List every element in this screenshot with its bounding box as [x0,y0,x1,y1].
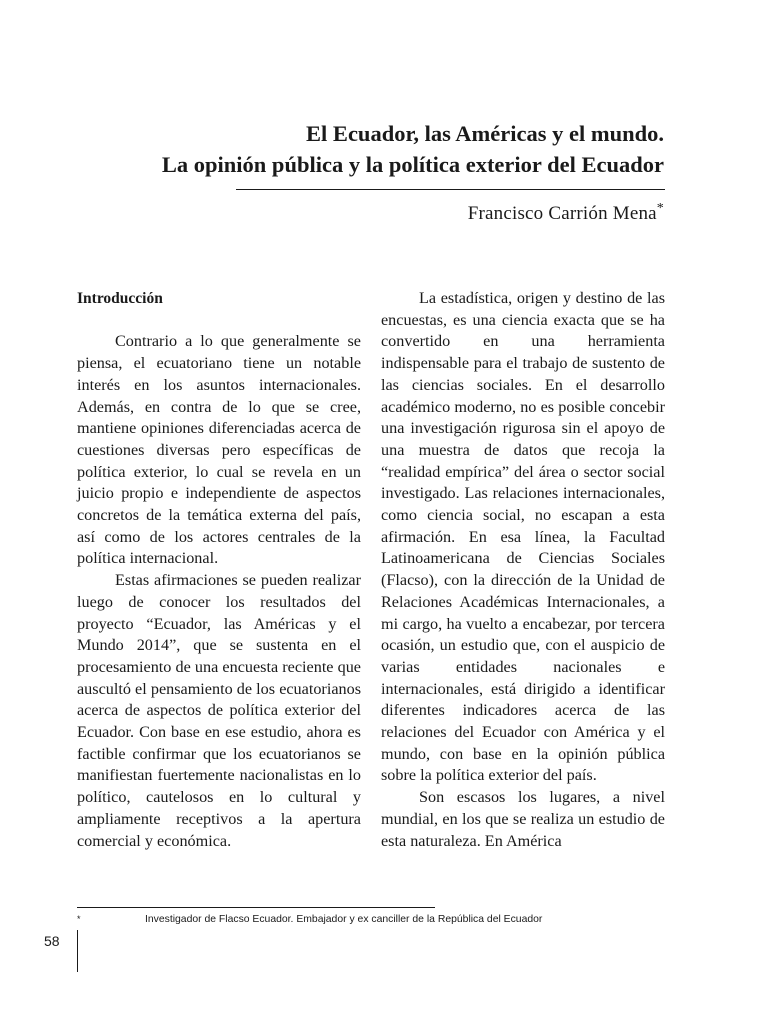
right-column [381,288,665,852]
left-paragraph-2: Estas afirmaciones se pueden realizar luego de conocer los resultados del proyecto “Ecuador, las Américas y el Mundo 2014”, que se sustenta en el procesamiento de una encuesta reciente que auscultó el pensamiento de los ecuatorianos acerca de aspectos de política exterior del Ecuador. Con base en ese estudio, ahora es factible confirmar que los ecuatorianos se manifiestan fuertemente nacionalistas en lo político, cautelosos en lo cultural y ampliamente receptivos a la apertura comercial y económica. [77,571,361,850]
article-title [64,118,664,180]
right-paragraph-2: Son escasos los lugares, a nivel mundial, en los que se realiza un estudio de esta naturaleza. En América [381,788,665,850]
title-line-2: La opinión pública y la política exterior del Ecuador [161,152,664,177]
right-paragraph-1: La estadística, origen y destino de las encuestas, es una ciencia exacta que se ha convertido en una herramienta indispensable para el trabajo de sustento de las ciencias sociales. En el desarrollo académico moderno, no es posible concebir una investigación rigurosa sin el apoyo de una muestra de datos que recoja la “realidad empírica” del área o sector social investigado. Las relaciones internacionales, como ciencia social, no escapan a esta afirmación. En esa línea, la Facultad Latinoamericana de Ciencias Sociales (Flacso), con la dirección de la Unidad de Relaciones Académicas Internacionales, a mi cargo, ha vuelto a encabezar, por tercera ocasión, un estudio que, con el auspicio de varias entidades nacionales e internacionales, está dirigido a identificar diferentes indicadores acerca de las relaciones del Ecuador con América y el mundo, con base en la opinión pública sobre la política exterior del país. [381,289,665,785]
title-line-1: El Ecuador, las Américas y el mundo. [306,121,664,146]
footnote-divider [77,907,435,908]
footnote-text: Investigador de Flacso Ecuador. Embajador y ex canciller de la República del Ecuador [145,914,543,925]
left-paragraph-1: Contrario a lo que generalmente se piensa, el ecuatoriano tiene un notable interés en los asuntos internacionales. Además, en contra de lo que se cree, mantiene opiniones diferenciadas acerca de cuestiones diversas pero específicas de política exterior, lo cual se revela en un juicio propio e independiente de aspectos concretos de la temática externa del país, así como de los actores centrales de la política internacional. [77,332,361,568]
title-divider [236,189,665,190]
author-byline [468,203,664,225]
left-column [77,288,361,852]
page-number: 58 [44,933,60,949]
page-number-divider [77,930,78,972]
author-name: Francisco Carrión Mena [467,203,657,224]
footnote-mark: * [77,914,81,924]
author-footnote-mark: * [656,201,664,216]
section-heading: Introducción [77,290,163,307]
